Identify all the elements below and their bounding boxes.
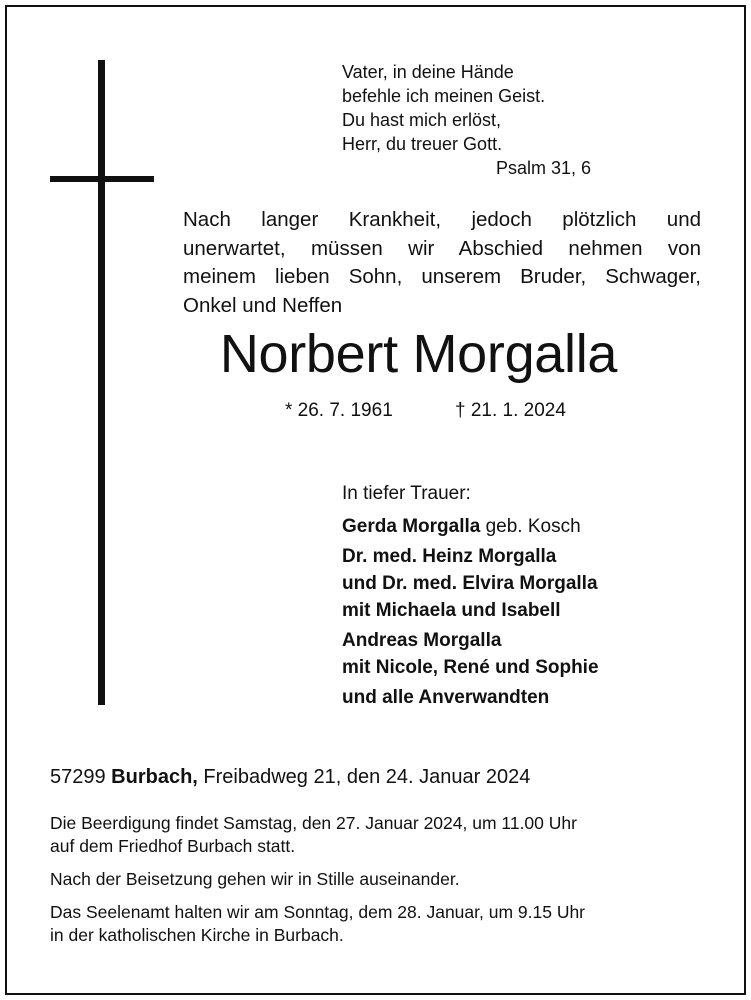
verse-line: Du hast mich erlöst, — [342, 110, 502, 130]
funeral-info-line: in der katholischen Kirche in Burbach. — [50, 925, 344, 945]
postal-code: 57299 — [50, 766, 112, 788]
mourner-line: mit Nicole, René und Sophie — [342, 657, 599, 678]
intro-line: meinem lieben Sohn, unserem Bruder, Schwager, — [183, 265, 701, 288]
mourner-name: Gerda Morgalla — [342, 516, 481, 537]
verse-line: Vater, in deine Hände — [342, 62, 514, 82]
verse-reference: Psalm 31, 6 — [496, 158, 592, 178]
verse-line: Herr, du treuer Gott. — [342, 134, 503, 154]
mourner-gerda — [342, 513, 581, 540]
maiden-name: geb. Kosch — [480, 516, 581, 537]
intro-text — [183, 206, 701, 320]
mourning-heading: In tiefer Trauer: — [342, 483, 471, 504]
bible-verse — [342, 60, 545, 156]
place-and-date — [50, 766, 530, 789]
birth-date: * 26. 7. 1961 — [285, 400, 393, 421]
mourner-line: Dr. med. Heinz Morgalla — [342, 546, 557, 567]
mourner-line: und Dr. med. Elvira Morgalla — [342, 573, 598, 594]
intro-line: Nach langer Krankheit, jedoch plötzlich und — [183, 208, 701, 231]
mourner-line: Andreas Morgalla — [342, 630, 502, 651]
deceased-name: Norbert Morgalla — [219, 324, 618, 384]
funeral-info-line: auf dem Friedhof Burbach statt. — [50, 836, 296, 856]
address-date: Freibadweg 21, den 24. Januar 2024 — [197, 766, 531, 788]
verse-line: befehle ich meinen Geist. — [342, 86, 546, 106]
funeral-info-line: Die Beerdigung findet Samstag, den 27. Januar 2024, um 11.00 Uhr — [50, 813, 577, 833]
funeral-info-line: Nach der Beisetzung gehen wir in Stille auseinander. — [50, 869, 460, 889]
cross-horizontal-beam — [50, 176, 154, 182]
mourner-line: mit Michaela und Isabell — [342, 600, 561, 621]
mourner-line: und alle Anverwandten — [342, 687, 550, 708]
city: Burbach, — [111, 766, 198, 788]
death-date: † 21. 1. 2024 — [455, 400, 566, 421]
funeral-info-line: Das Seelenamt halten wir am Sonntag, dem 28. Januar, um 9.15 Uhr — [50, 902, 586, 922]
intro-line: unerwartet, müssen wir Abschied nehmen von — [183, 236, 701, 260]
intro-line: Onkel und Neffen — [183, 293, 343, 317]
